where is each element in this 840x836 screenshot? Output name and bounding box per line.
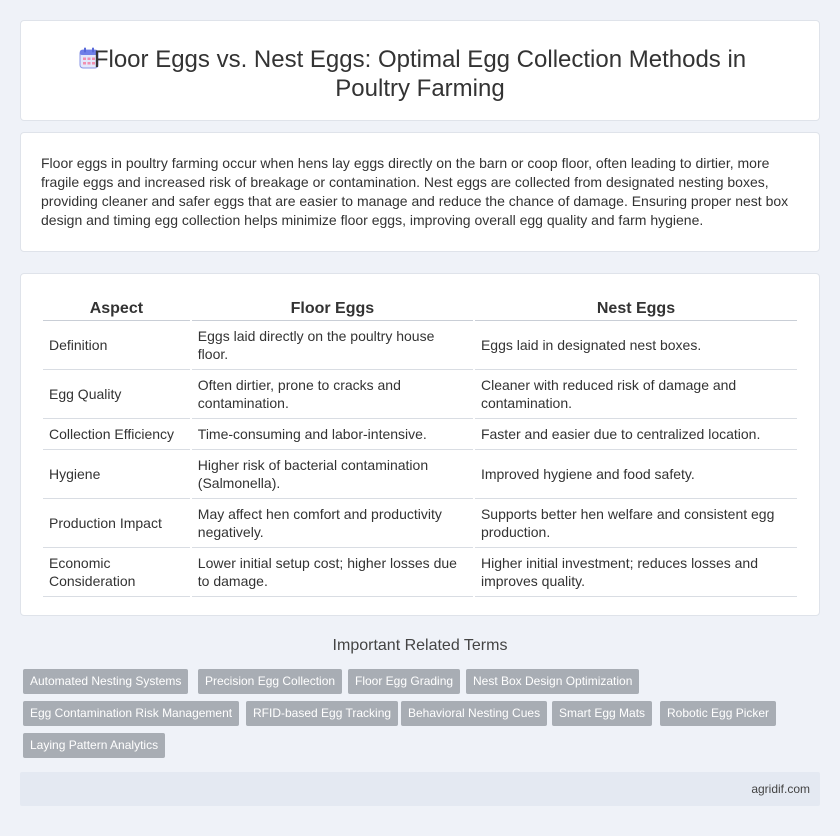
related-term-tag[interactable]: Behavioral Nesting Cues — [401, 701, 547, 726]
nest-eggs-cell: Cleaner with reduced risk of damage and contamination. — [475, 370, 797, 419]
comparison-card — [20, 273, 820, 616]
table-row — [43, 370, 797, 419]
aspect-cell: Definition — [43, 321, 190, 370]
nest-eggs-cell: Faster and easier due to centralized location. — [475, 419, 797, 450]
related-term-tag[interactable]: Laying Pattern Analytics — [23, 733, 165, 758]
nest-eggs-cell: Eggs laid in designated nest boxes. — [475, 321, 797, 370]
related-terms-title: Important Related Terms — [332, 637, 508, 654]
table-row — [43, 321, 797, 370]
floor-eggs-cell: Eggs laid directly on the poultry house floor. — [192, 321, 473, 370]
footer — [20, 772, 820, 806]
floor-eggs-cell: Lower initial setup cost; higher losses due to damage. — [192, 548, 473, 597]
table-row — [43, 499, 797, 548]
header-nest-eggs: Nest Eggs — [475, 295, 797, 321]
aspect-cell: Hygiene — [43, 450, 190, 499]
table-row — [43, 548, 797, 597]
aspect-cell: Production Impact — [43, 499, 190, 548]
related-term-tag[interactable]: Floor Egg Grading — [348, 669, 460, 694]
summary-text: Floor eggs in poultry farming occur when hens lay eggs directly on the barn or coop floor, often leading to dirtier, more fragile eggs and increased risk of breakage or contamination. Nest eggs are collected from designated nesting boxes, providing cleaner and safer eggs that are easier to manage and reduce the chance of damage. Ensuring proper nest box design and timing egg collection helps minimize floor eggs, improving overall egg quality and farm hygiene. — [41, 155, 789, 228]
aspect-cell: Economic Consideration — [43, 548, 190, 597]
aspect-cell: Collection Efficiency — [43, 419, 190, 450]
nest-eggs-cell: Supports better hen welfare and consistent egg production. — [475, 499, 797, 548]
header-aspect: Aspect — [43, 295, 190, 321]
summary-card — [20, 132, 820, 252]
aspect-cell: Egg Quality — [43, 370, 190, 419]
floor-eggs-cell: May affect hen comfort and productivity negatively. — [192, 499, 473, 548]
header-floor-eggs: Floor Eggs — [192, 295, 473, 321]
page-title: Floor Eggs vs. Nest Eggs: Optimal Egg Collection Methods in Poultry Farming — [93, 46, 747, 102]
related-term-tag[interactable]: Smart Egg Mats — [552, 701, 652, 726]
related-term-tag[interactable]: Automated Nesting Systems — [23, 669, 188, 694]
related-term-tag[interactable]: Precision Egg Collection — [198, 669, 342, 694]
related-term-tag[interactable]: Robotic Egg Picker — [660, 701, 776, 726]
table-row — [43, 450, 797, 499]
nest-eggs-cell: Higher initial investment; reduces losses and improves quality. — [475, 548, 797, 597]
floor-eggs-cell: Often dirtier, prone to cracks and contamination. — [192, 370, 473, 419]
table-header-row — [43, 295, 797, 321]
header-card — [20, 20, 820, 121]
footer-site-link[interactable]: agridif.com — [751, 782, 810, 796]
table-row — [43, 419, 797, 450]
related-term-tag[interactable]: RFID-based Egg Tracking — [246, 701, 398, 726]
floor-eggs-cell: Higher risk of bacterial contamination (Salmonella). — [192, 450, 473, 499]
comparison-table — [41, 295, 799, 597]
floor-eggs-cell: Time-consuming and labor-intensive. — [192, 419, 473, 450]
related-term-tag[interactable]: Nest Box Design Optimization — [466, 669, 639, 694]
nest-eggs-cell: Improved hygiene and food safety. — [475, 450, 797, 499]
related-term-tag[interactable]: Egg Contamination Risk Management — [23, 701, 239, 726]
